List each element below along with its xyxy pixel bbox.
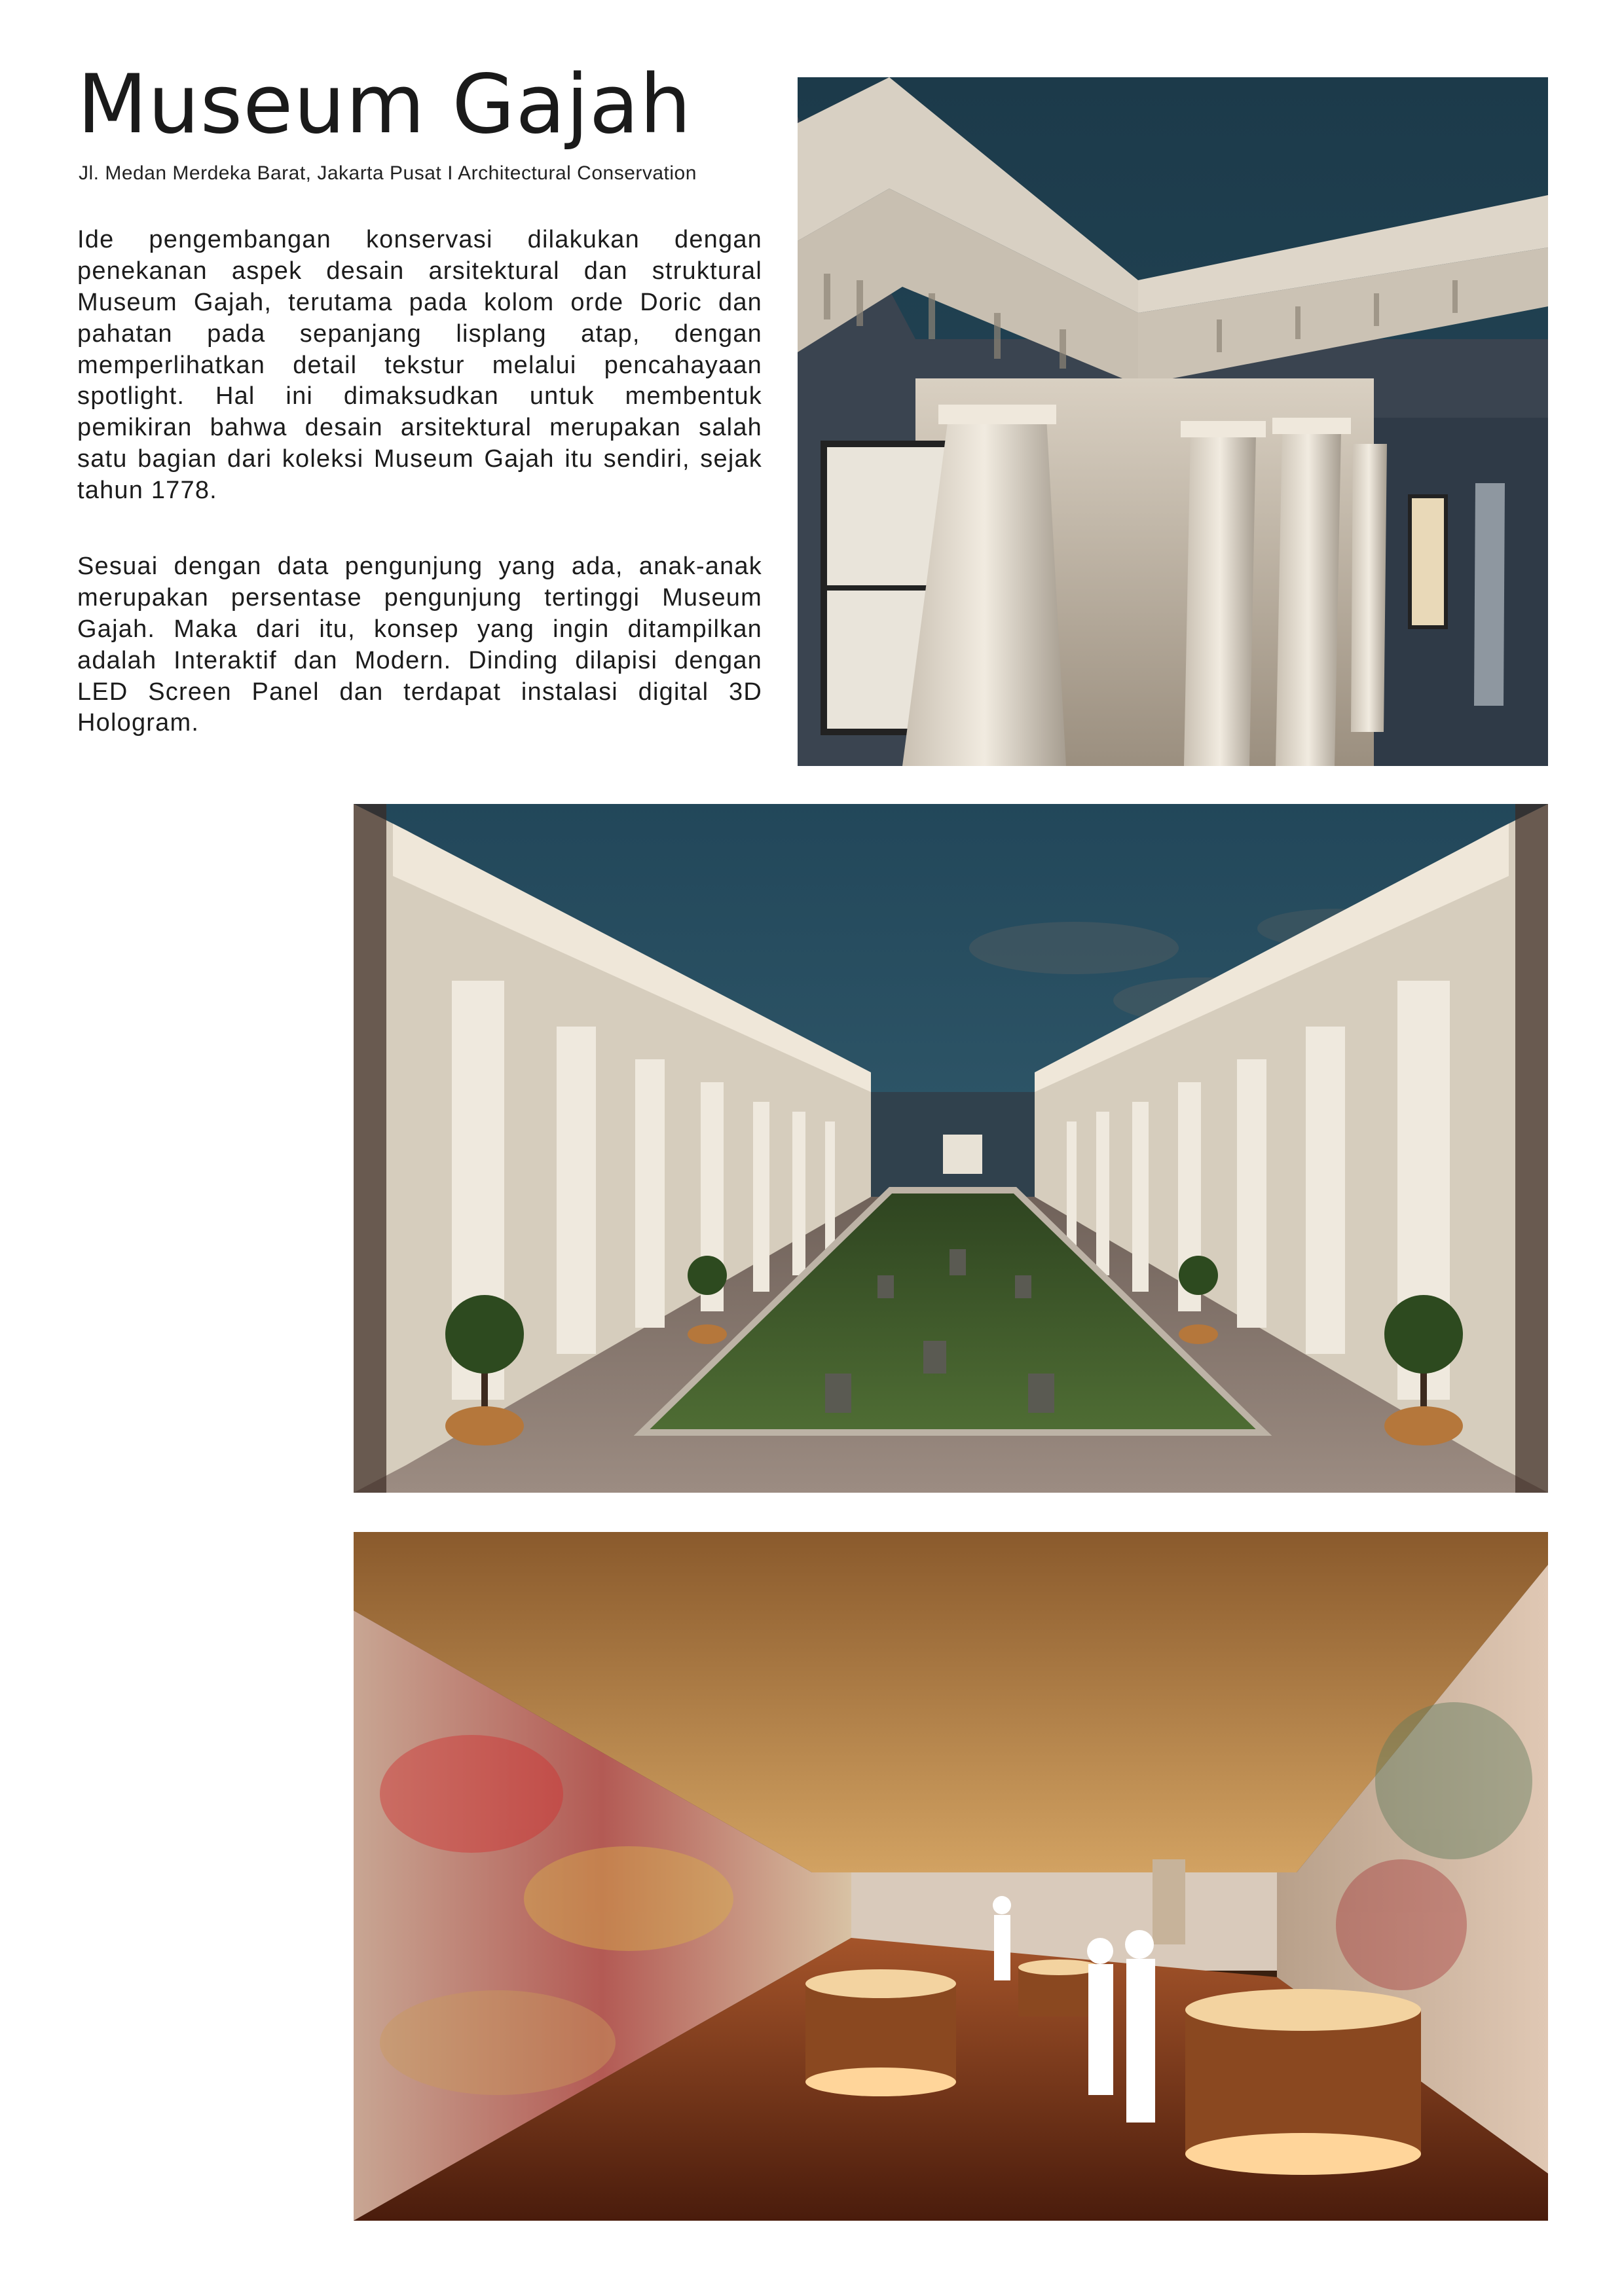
description-paragraph-2: Sesuai dengan data pengunjung yang ada, anak-anak merupakan persentase pengunjung tertinggi Museum Gajah. Maka dari itu, konsep yang ingin ditampilkan adalah Interaktif dan Modern. Dinding dilapisi dengan LED Screen Panel dan terdapat instalasi digital 3D Hologram. — [77, 553, 762, 737]
render-doric-columns — [798, 77, 1548, 766]
render-led-hologram-room — [354, 1532, 1548, 2221]
render-courtyard — [354, 804, 1548, 1493]
page-title: Museum Gajah — [77, 58, 692, 152]
description-paragraph-1: Ide pengembangan konservasi dilakukan dengan penekanan aspek desain arsitektural dan struktural Museum Gajah, terutama pada kolom orde Doric dan pahatan pada sepanjang lisplang atap, dengan memperlihatkan detail tekstur melalui pencahayaan spotlight. Hal ini dimaksudkan untuk membentuk pemikiran bahwa desain arsitektural merupakan salah satu bagian dari koleksi Museum Gajah itu sendiri, sejak tahun 1778. — [77, 226, 762, 504]
page-subtitle: Jl. Medan Merdeka Barat, Jakarta Pusat I Architectural Conservation — [79, 162, 697, 184]
